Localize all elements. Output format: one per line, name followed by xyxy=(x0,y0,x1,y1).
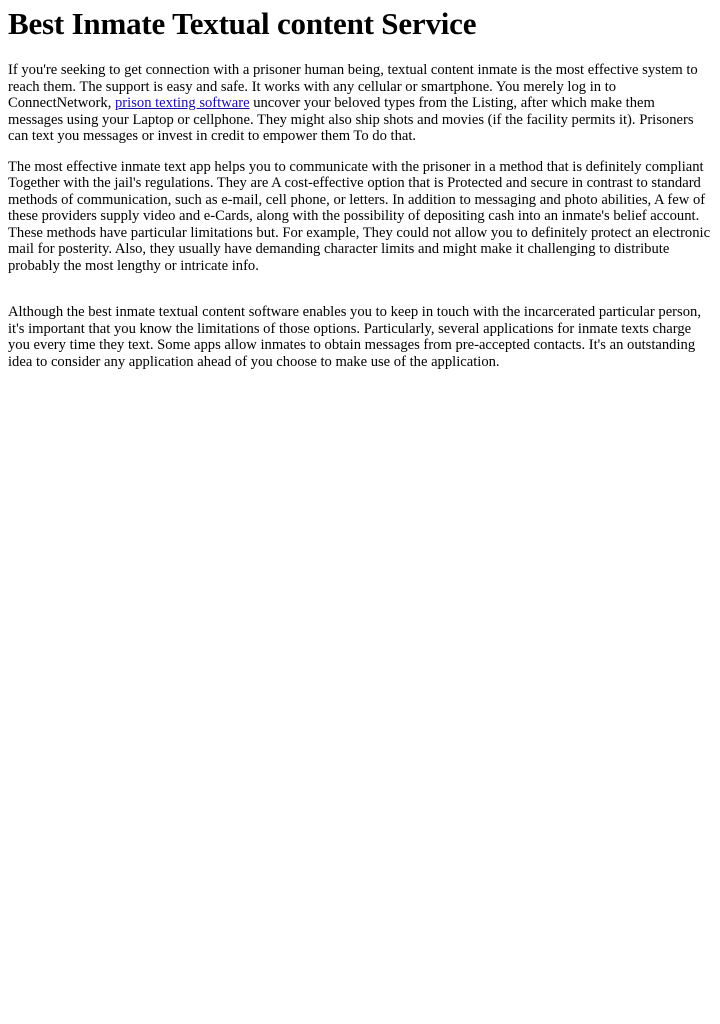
paragraph-limitations: Although the best inmate textual content software enables you to keep in touch with the incarcerated particular person, it's important that you know the limitations of those options. Particularly, several applications for inmate texts charge you every time they text. Some apps allow inmates to obtain messages from pre-accepted contacts. It's an outstanding idea to consider any application ahead of you choose to make use of the application. xyxy=(8,304,701,370)
prison-texting-software-link[interactable]: prison texting software xyxy=(115,95,250,111)
paragraph-intro-text-start: If you're seeking to get connection with a prisoner human being, textual content inmate is the most effective system to reach them. The support is easy and safe. It works with any cellular or smartphone. You merely log in to ConnectNetwork, xyxy=(8,62,698,111)
paragraph-intro-text-end: uncover your beloved types from the Listing, after which make them messages using your Laptop or cellphone. They might also ship shots and movies (if the facility permits it). Prisoners can text you messages or invest in credit to empower them To do that. xyxy=(8,95,694,144)
page-title: Best Inmate Textual content Service xyxy=(8,6,477,41)
paragraph-intro xyxy=(8,62,712,145)
article xyxy=(0,6,720,370)
paragraph-app-benefits: The most effective inmate text app helps you to communicate with the prisoner in a method that is definitely compliant Together with the jail's regulations. They are A cost-effective option that is Protected and secure in contrast to standard methods of communication, such as e-mail, cell phone, or letters. In addition to messaging and photo abilities, A few of these providers supply video and e-Cards, along with the possibility of depositing cash into an inmate's belief account. These methods have particular limitations but. For example, They could not allow you to definitely protect an electronic mail for posterity. Also, they usually have demanding character limits and might make it challenging to distribute probably the most lengthy or intricate info. xyxy=(8,158,711,274)
